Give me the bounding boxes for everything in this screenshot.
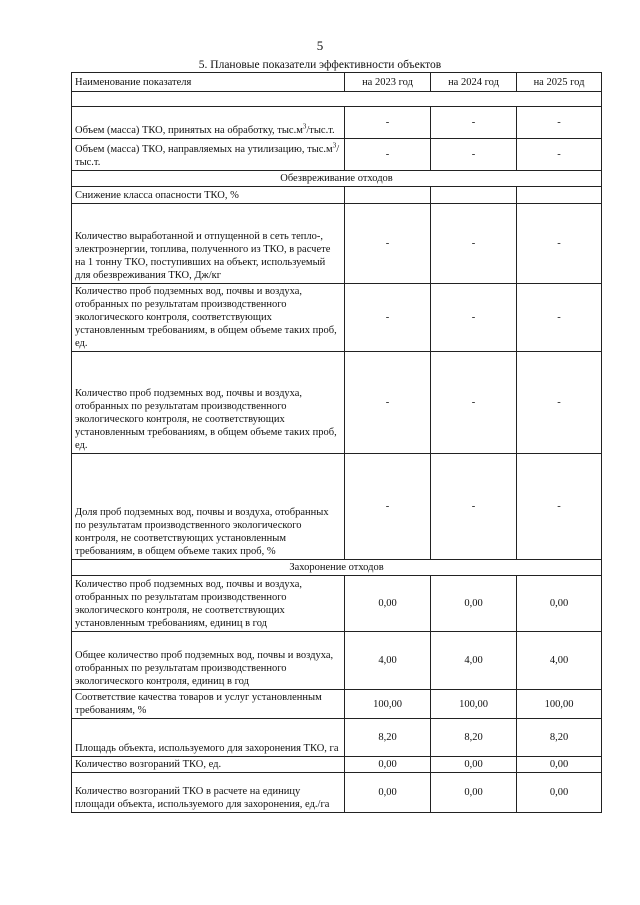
spacer-cell xyxy=(72,92,602,107)
value-2023: - xyxy=(345,107,431,139)
value-2023: - xyxy=(345,139,431,171)
indicator-name: Количество возгораний ТКО в расчете на единицу площади объекта, используемого для захоронения, ед./га xyxy=(72,773,345,813)
value-2025: 4,00 xyxy=(517,632,602,690)
indicator-name: Объем (масса) ТКО, принятых на обработку, $тыс.м^3/тыс.т$. xyxy=(72,107,345,139)
indicator-name: Общее количество проб подземных вод, почвы и воздуха, отобранных по результатам производственного экологического контроля, единиц в год xyxy=(72,632,345,690)
value-2024: - xyxy=(431,139,517,171)
value-2024: 0,00 xyxy=(431,576,517,632)
value-2024: 0,00 xyxy=(431,757,517,773)
indicator-name: Площадь объекта, используемого для захоронения ТКО, га xyxy=(72,719,345,757)
value-2024 xyxy=(431,187,517,204)
table-caption: 5. Плановые показатели эффективности объектов xyxy=(198,59,442,71)
value-2025: - xyxy=(517,352,602,454)
value-2024: 8,20 xyxy=(431,719,517,757)
performance-indicators-table xyxy=(71,72,602,813)
value-2025: - xyxy=(517,454,602,560)
table-row xyxy=(72,454,602,560)
table-row xyxy=(72,576,602,632)
section-row-neutralization xyxy=(72,171,602,187)
value-2023: 8,20 xyxy=(345,719,431,757)
header-indicator-name: Наименование показателя xyxy=(72,73,345,92)
header-year-2024: на 2024 год xyxy=(431,73,517,92)
value-2025: - xyxy=(517,204,602,284)
indicator-name: Снижение класса опасности ТКО, % xyxy=(72,187,345,204)
value-2024: - xyxy=(431,454,517,560)
value-2023: 0,00 xyxy=(345,757,431,773)
value-2023: 100,00 xyxy=(345,690,431,719)
table-row xyxy=(72,352,602,454)
value-2023: - xyxy=(345,204,431,284)
table-row xyxy=(72,757,602,773)
section-title: Обезвреживание отходов xyxy=(72,171,602,187)
value-2025: 0,00 xyxy=(517,757,602,773)
value-2023: - xyxy=(345,454,431,560)
value-2025: 0,00 xyxy=(517,773,602,813)
spacer-row xyxy=(72,92,602,107)
table-row xyxy=(72,690,602,719)
value-2024: 100,00 xyxy=(431,690,517,719)
value-2025 xyxy=(517,187,602,204)
value-2024: - xyxy=(431,204,517,284)
indicator-name: Доля проб подземных вод, почвы и воздуха, отобранных по результатам производственного экологического контроля, не соответствующих установленным требованиям, в общем объеме таких проб, % xyxy=(72,454,345,560)
value-2024: - xyxy=(431,107,517,139)
value-2024: - xyxy=(431,352,517,454)
table-row xyxy=(72,632,602,690)
value-2025: 8,20 xyxy=(517,719,602,757)
value-2023: 4,00 xyxy=(345,632,431,690)
indicator-name: Количество проб подземных вод, почвы и воздуха, отобранных по результатам производственного экологического контроля, соответствующих установленным требованиям, в общем объеме таких проб, ед. xyxy=(72,284,345,352)
value-2023: - xyxy=(345,284,431,352)
value-2025: - xyxy=(517,139,602,171)
indicator-name: Соответствие качества товаров и услуг установленным требованиям, % xyxy=(72,690,345,719)
header-year-2025: на 2025 год xyxy=(517,73,602,92)
value-2025: - xyxy=(517,284,602,352)
table-row xyxy=(72,284,602,352)
value-2024: 0,00 xyxy=(431,773,517,813)
page-number: 5 xyxy=(316,38,324,53)
indicator-name: Объем (масса) ТКО, направляемых на утилизацию, $тыс.м^3/тыс.т$. xyxy=(72,139,345,171)
table-row xyxy=(72,719,602,757)
indicator-name: Количество проб подземных вод, почвы и воздуха, отобранных по результатам производственного экологического контроля, не соответствующих установленным требованиям, в общем объеме таких проб, ед. xyxy=(72,352,345,454)
section-title: Захоронение отходов xyxy=(72,560,602,576)
indicator-name: Количество возгораний ТКО, ед. xyxy=(72,757,345,773)
value-2023 xyxy=(345,187,431,204)
table-row xyxy=(72,773,602,813)
value-2023: 0,00 xyxy=(345,576,431,632)
section-row-burial xyxy=(72,560,602,576)
value-2025: 100,00 xyxy=(517,690,602,719)
table-row xyxy=(72,139,602,171)
value-2023: 0,00 xyxy=(345,773,431,813)
indicator-name: Количество проб подземных вод, почвы и воздуха, отобранных по результатам производственного экологического контроля, не соответствующих установленным требованиям, единиц в год xyxy=(72,576,345,632)
table-row xyxy=(72,204,602,284)
value-2025: 0,00 xyxy=(517,576,602,632)
header-year-2023: на 2023 год xyxy=(345,73,431,92)
value-2023: - xyxy=(345,352,431,454)
indicator-name: Количество выработанной и отпущенной в сеть тепло-, электроэнергии, топлива, полученного из ТКО, в расчете на 1 тонну ТКО, поступивших на объект, используемый для обезвреживания ТКО, Дж/кг xyxy=(72,204,345,284)
value-2024: - xyxy=(431,284,517,352)
table-header-row xyxy=(72,73,602,92)
value-2025: - xyxy=(517,107,602,139)
value-2024: 4,00 xyxy=(431,632,517,690)
table-row xyxy=(72,107,602,139)
table-row xyxy=(72,187,602,204)
